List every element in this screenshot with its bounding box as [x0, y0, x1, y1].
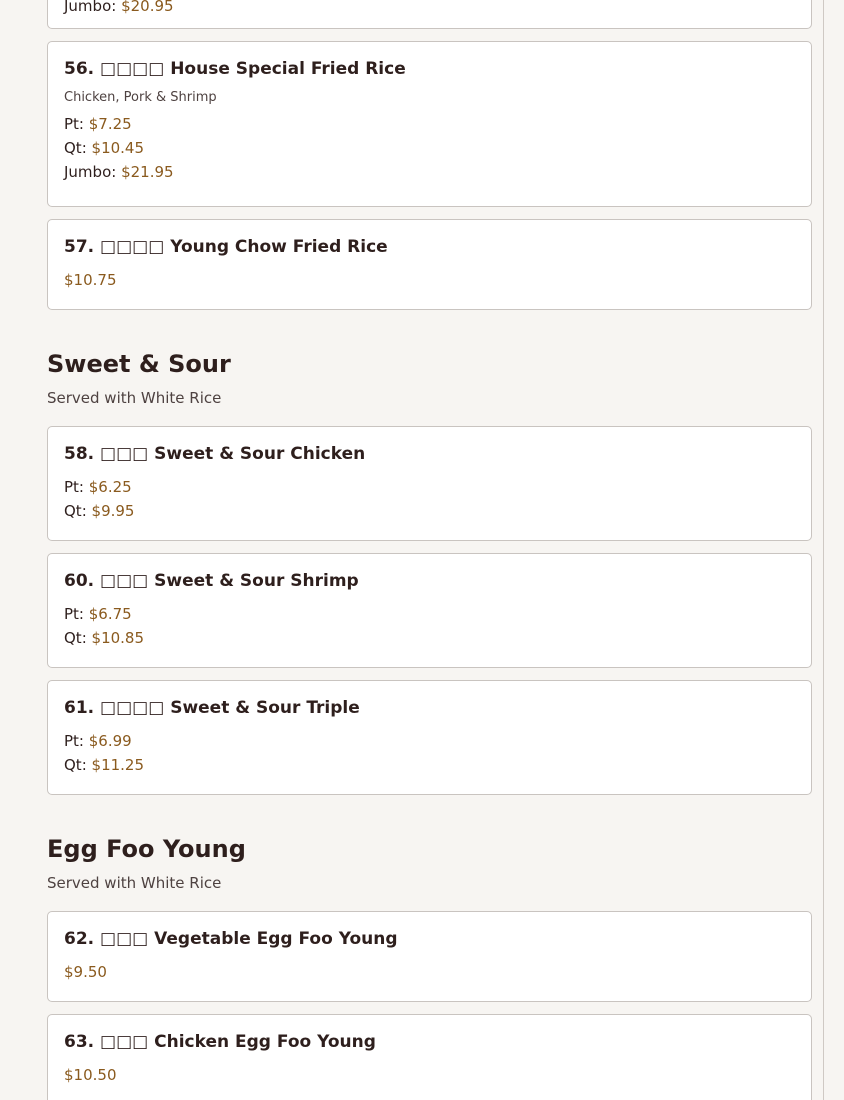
price-line: [64, 160, 795, 184]
price-label: Jumbo:: [64, 163, 117, 181]
item-prices: [64, 960, 795, 984]
price-line: [64, 602, 795, 626]
section-title: Sweet & Sour: [47, 350, 231, 378]
price-line: [64, 0, 174, 18]
price-value: $20.95: [121, 0, 174, 15]
price-value: $6.99: [88, 732, 132, 750]
menu-item-card[interactable]: [47, 219, 812, 310]
price-label: Pt:: [64, 115, 84, 133]
menu-item-card[interactable]: [47, 1014, 812, 1100]
menu-item-card[interactable]: [47, 553, 812, 668]
section-subtitle: Served with White Rice: [47, 389, 222, 407]
item-title: 61. □□□□ Sweet & Sour Triple: [64, 698, 360, 718]
menu-item-card[interactable]: [47, 680, 812, 795]
item-title: 60. □□□ Sweet & Sour Shrimp: [64, 571, 359, 591]
price-value: $10.45: [91, 139, 145, 157]
menu-item-card[interactable]: [47, 911, 812, 1002]
item-title: 56. □□□□ House Special Fried Rice: [64, 59, 406, 79]
price-label: Pt:: [64, 478, 84, 496]
menu-item-card[interactable]: [47, 41, 812, 207]
price-value: $7.25: [88, 115, 132, 133]
item-title: 57. □□□□ Young Chow Fried Rice: [64, 237, 388, 257]
price-line: [64, 626, 795, 650]
price-value: $6.25: [88, 478, 132, 496]
item-description: Chicken, Pork & Shrimp: [64, 90, 217, 105]
price-label: Pt:: [64, 732, 84, 750]
price-label: Qt:: [64, 629, 87, 647]
price-value: $10.75: [64, 271, 117, 289]
section-title: Egg Foo Young: [47, 835, 246, 863]
item-prices: [64, 729, 795, 777]
price-value: $10.85: [91, 629, 145, 647]
price-line: [64, 729, 795, 753]
menu-item-card[interactable]: [47, 426, 812, 541]
item-prices: [64, 1063, 795, 1087]
item-prices: [64, 602, 795, 650]
item-title: 58. □□□ Sweet & Sour Chicken: [64, 444, 366, 464]
price-label: Qt:: [64, 139, 87, 157]
price-value: $9.95: [91, 502, 135, 520]
item-title: 62. □□□ Vegetable Egg Foo Young: [64, 929, 398, 949]
price-label: Jumbo:: [64, 0, 117, 15]
price-value: $21.95: [121, 163, 174, 181]
item-prices: [64, 475, 795, 523]
menu-item-card[interactable]: [47, 0, 812, 29]
price-line: [64, 268, 795, 292]
section-subtitle: Served with White Rice: [47, 874, 222, 892]
price-line: [64, 960, 795, 984]
price-label: Pt:: [64, 605, 84, 623]
price-line: [64, 499, 795, 523]
price-line: [64, 753, 795, 777]
price-line: [64, 475, 795, 499]
price-label: Qt:: [64, 502, 87, 520]
price-value: $6.75: [88, 605, 132, 623]
price-line: [64, 112, 795, 136]
price-value: $9.50: [64, 963, 107, 981]
price-line: [64, 1063, 795, 1087]
price-line: [64, 136, 795, 160]
price-label: Qt:: [64, 756, 87, 774]
price-value: $11.25: [91, 756, 145, 774]
item-title: 63. □□□ Chicken Egg Foo Young: [64, 1032, 376, 1052]
price-value: $10.50: [64, 1066, 117, 1084]
item-prices: [64, 268, 795, 292]
item-prices: [64, 112, 795, 184]
